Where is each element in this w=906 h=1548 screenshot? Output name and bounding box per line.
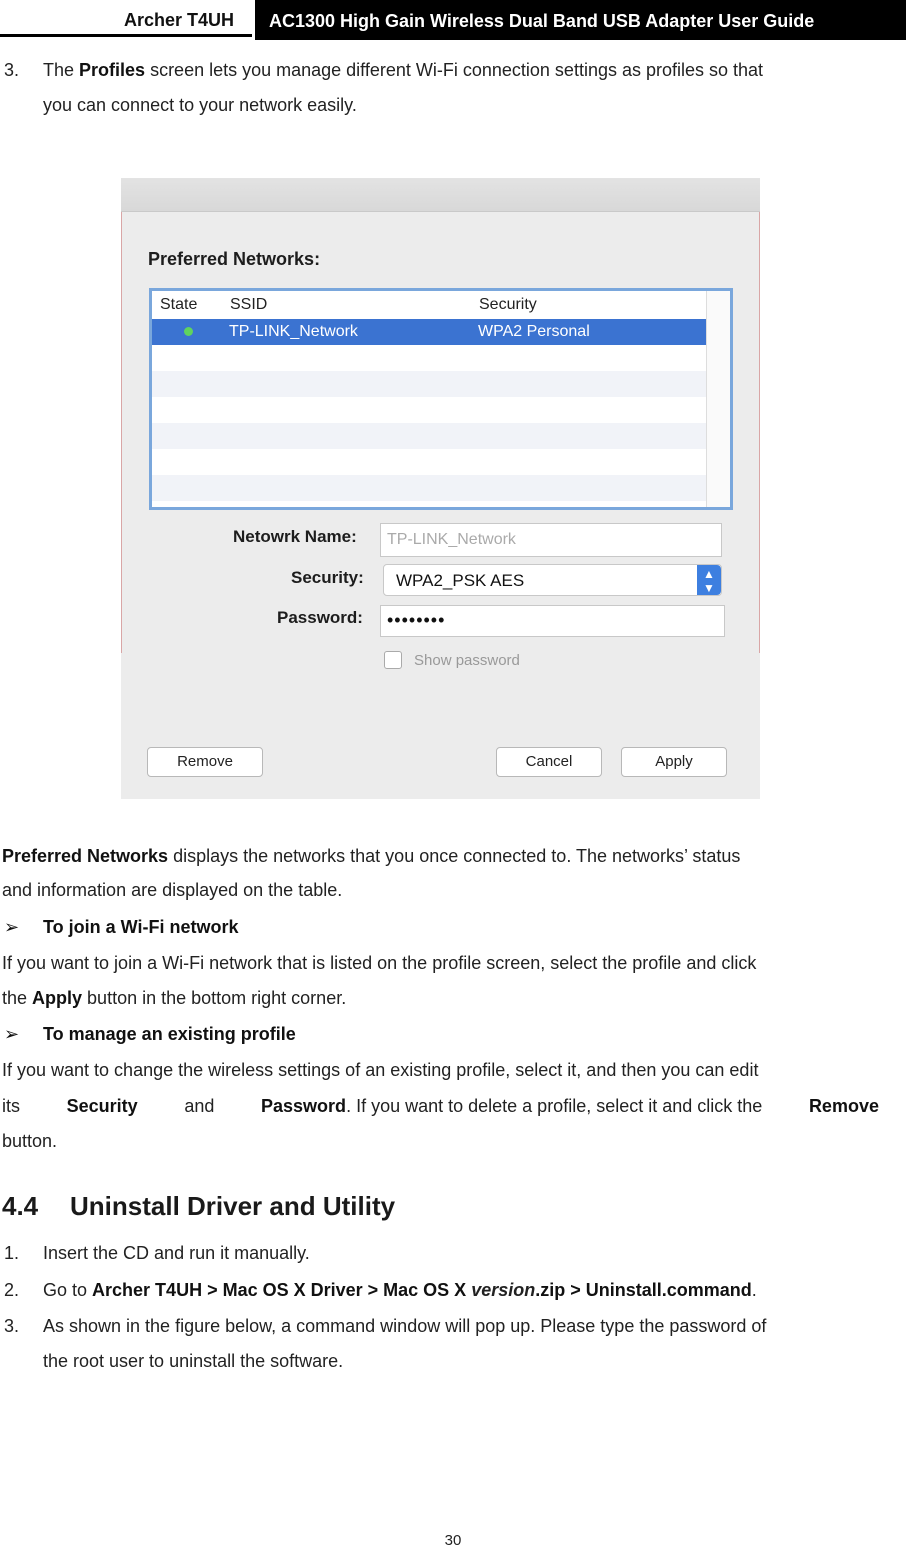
password-field[interactable]: •••••••• [380, 605, 725, 637]
page-header [0, 0, 906, 40]
manage-line2 [2, 1095, 879, 1117]
cancel-button[interactable]: Cancel [496, 747, 602, 777]
column-header-state[interactable]: State [160, 296, 198, 313]
empty-row [152, 423, 709, 449]
text: . [751, 1280, 757, 1300]
header-title-cell [252, 0, 906, 40]
step3b-line2: the root user to uninstall the software. [43, 1351, 344, 1371]
step3-line2: you can connect to your network easily. [43, 95, 357, 115]
page-number: 30 [444, 1532, 462, 1548]
network-name-field[interactable]: TP-LINK_Network [380, 523, 722, 557]
text: button in the bottom right corner. [82, 988, 347, 1008]
apply-bold: Apply [32, 988, 83, 1008]
arrow-bullet-icon: ➢ [4, 917, 20, 937]
step3-line1 [43, 59, 763, 81]
step-number: 3. [4, 60, 20, 80]
text: the [2, 988, 33, 1008]
section-number: 4.4 [2, 1191, 39, 1221]
manage-heading-text: To manage an existing profile [43, 1024, 296, 1044]
text: displays the networks that you once connected to. The networks’ status [168, 846, 741, 866]
step-number: 1. [4, 1243, 20, 1263]
row-ssid: TP-LINK_Network [229, 323, 358, 340]
show-password-label: Show password [414, 652, 520, 669]
step1-text: Insert the CD and run it manually. [43, 1243, 310, 1263]
manage-line3: button. [2, 1131, 58, 1151]
text: and [184, 1096, 215, 1116]
text: . If you want to delete a profile, select it and click the [346, 1096, 763, 1116]
section-title: Uninstall Driver and Utility [70, 1191, 396, 1221]
empty-row [152, 475, 709, 501]
manage-heading [43, 1023, 296, 1045]
apply-button[interactable]: Apply [621, 747, 727, 777]
header-product: Archer T4UH [123, 10, 234, 30]
remove-button[interactable]: Remove [147, 747, 263, 777]
join-heading [43, 916, 239, 938]
preferred-networks-desc-line1 [2, 845, 740, 867]
step-number: 2. [4, 1280, 20, 1300]
text: screen lets you manage different Wi-Fi connection settings as profiles so that [145, 60, 764, 80]
preferred-networks-desc-line2: and information are displayed on the table. [2, 880, 343, 900]
password-bold: Password [261, 1096, 347, 1116]
table-scrollbar[interactable] [706, 291, 730, 507]
profiles-screenshot [121, 178, 760, 799]
step-number: 3. [4, 1316, 20, 1336]
path-bold: .zip > Uninstall.command [535, 1280, 752, 1300]
empty-row [152, 371, 709, 397]
updown-chevron-icon: ▲ ▼ [697, 565, 721, 595]
path-bold: Archer T4UH > Mac OS X Driver > Mac OS X [92, 1280, 472, 1300]
text: its [2, 1096, 20, 1116]
security-select[interactable] [383, 564, 722, 596]
connected-status-icon [184, 327, 193, 336]
join-line2 [2, 987, 346, 1009]
join-line1: If you want to join a Wi-Fi network that is listed on the profile screen, select the profile and click [2, 953, 757, 973]
table-row[interactable] [152, 319, 709, 345]
manage-line1: If you want to change the wireless settings of an existing profile, select it, and then you can edit [2, 1060, 759, 1080]
text: Go to [43, 1280, 93, 1300]
text: The [43, 60, 80, 80]
arrow-bullet-icon: ➢ [4, 1024, 20, 1044]
password-sentence [261, 1095, 762, 1117]
join-heading-text: To join a Wi-Fi network [43, 917, 239, 937]
show-password-checkbox[interactable] [384, 651, 402, 669]
row-security: WPA2 Personal [478, 323, 590, 340]
column-header-security[interactable]: Security [479, 296, 537, 313]
preferred-networks-table[interactable] [149, 288, 733, 510]
version-italic: version [471, 1280, 536, 1300]
network-name-label: Netowrk Name: [233, 527, 357, 546]
security-bold: Security [66, 1096, 138, 1116]
header-product-cell [0, 0, 252, 37]
password-label: Password: [277, 608, 363, 627]
column-header-ssid[interactable]: SSID [230, 296, 268, 313]
step3b-line1: As shown in the figure below, a command window will pop up. Please type the password of [43, 1316, 767, 1336]
remove-bold: Remove [808, 1096, 879, 1116]
preferred-networks-bold: Preferred Networks [2, 846, 169, 866]
security-select-value: WPA2_PSK AES [396, 571, 525, 590]
profiles-bold: Profiles [79, 60, 146, 80]
preferred-networks-label: Preferred Networks: [148, 249, 321, 269]
window-titlebar [121, 178, 760, 212]
security-label: Security: [291, 568, 364, 587]
step2-text [43, 1279, 757, 1301]
header-guide-title: AC1300 High Gain Wireless Dual Band USB Adapter User Guide [269, 11, 815, 31]
